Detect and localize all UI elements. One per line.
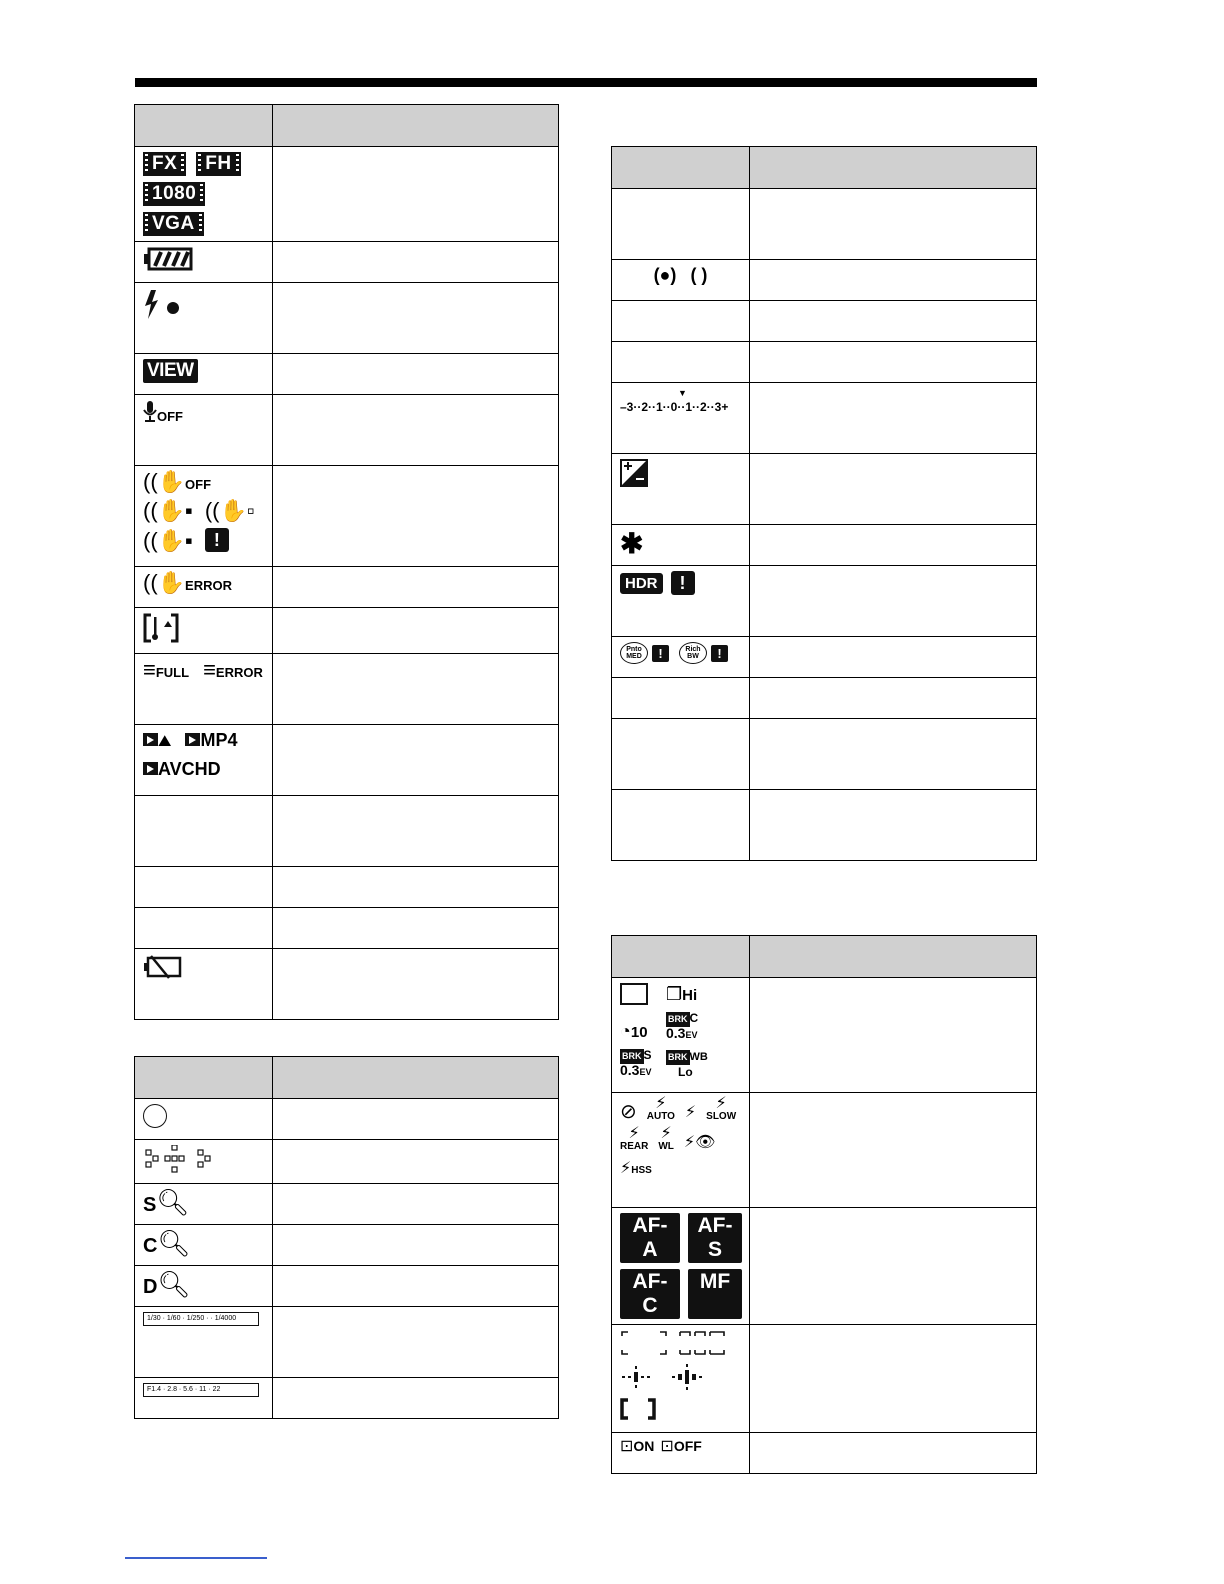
mf-icon: MF (688, 1269, 742, 1319)
table-row (135, 725, 559, 796)
top-rule (135, 78, 1037, 87)
picture-effect-posterization-icon: Pnto MED (620, 642, 648, 664)
memory-error-icon: ≡ERROR (203, 657, 263, 682)
table-row (135, 796, 559, 867)
effect-warning-icon: ! (652, 645, 669, 662)
header-cell (612, 936, 750, 978)
af-area-icons (620, 1330, 732, 1422)
desc-cell (750, 454, 1037, 525)
desc-cell (273, 283, 559, 354)
desc-cell (750, 566, 1037, 637)
icon-cell (135, 466, 273, 567)
desc-cell (273, 949, 559, 1020)
zoom-c-icon: C🔍︎ (143, 1228, 191, 1258)
desc-cell (750, 189, 1037, 260)
icon-cell (612, 301, 750, 342)
memory-full-icon: ≡FULL (143, 657, 190, 682)
table-row (612, 637, 1037, 678)
table-row (135, 654, 559, 725)
table-shooting-settings (611, 935, 1037, 1474)
ae-lock-icon: ✱ (620, 528, 644, 559)
table-row (612, 1093, 1037, 1208)
flash-hss-icon: ⚡︎HSS (620, 1160, 652, 1177)
icon-cell (135, 796, 273, 867)
playback-mp4-icon: MP4 (185, 730, 237, 751)
flash-slow-icon: ⚡︎ SLOW (706, 1095, 737, 1122)
self-timer-icon: ◔10 (620, 1021, 648, 1041)
table-row (612, 719, 1037, 790)
flash-off-icon: ⊘ (620, 1101, 637, 1123)
table-row (612, 566, 1037, 637)
table-row (135, 608, 559, 654)
flash-redeye-icon: ⚡︎👁︎ (683, 1134, 716, 1151)
table-exposure-indicators (611, 146, 1037, 861)
steadyshot-error-icon: ((✋ERROR (143, 570, 232, 595)
battery-warning-icon (143, 954, 183, 980)
af-c-icon: AF-C (620, 1269, 680, 1319)
table-focus-indicators (134, 1056, 559, 1419)
table-row (135, 1378, 559, 1419)
table-row (135, 1225, 559, 1266)
focus-adjusting-icon: ( ) (690, 265, 708, 285)
icon-cell (135, 867, 273, 908)
icon-cell (135, 354, 273, 395)
icon-cell (135, 283, 273, 354)
icon-cell (612, 566, 750, 637)
table-header-row (612, 936, 1037, 978)
desc-cell (273, 1307, 559, 1378)
flash-wireless-icon: ⚡︎ WL (658, 1125, 674, 1152)
desc-cell (750, 678, 1037, 719)
icon-cell (612, 1093, 750, 1208)
icon-cell (612, 637, 750, 678)
effect-warning-icon: ! (711, 645, 728, 662)
desc-cell (750, 1093, 1037, 1208)
icon-cell (135, 242, 273, 283)
playback-still-icon: ⛰ (143, 733, 171, 751)
flash-charging-icon (143, 288, 183, 322)
continuous-hi-icon: ❐Hi (666, 984, 698, 1004)
icon-cell (612, 342, 750, 383)
desc-cell (273, 395, 559, 466)
bracket-single-icon: BRK S 0.3EV (620, 1048, 652, 1078)
table-row (135, 949, 559, 1020)
battery-icon (143, 247, 193, 271)
icon-cell (135, 608, 273, 654)
table-row (135, 1184, 559, 1225)
icon-cell (135, 725, 273, 796)
flash-rear-icon: ⚡︎ REAR (620, 1125, 649, 1152)
desc-cell (273, 1378, 559, 1419)
header-cell (135, 105, 273, 147)
desc-cell (750, 978, 1037, 1093)
zoom-d-icon: D🔍︎ (143, 1269, 191, 1299)
steadyshot-still-icon: ((✋▪ (143, 498, 193, 523)
table-row (612, 342, 1037, 383)
icon-cell (135, 654, 273, 725)
flash-auto-icon: ⚡︎ AUTO (646, 1095, 675, 1122)
desc-cell (273, 354, 559, 395)
desc-cell (273, 567, 559, 608)
single-shot-icon (620, 983, 648, 1005)
desc-cell (273, 908, 559, 949)
desc-cell (273, 466, 559, 567)
table-row (612, 1325, 1037, 1433)
desc-cell (273, 1099, 559, 1140)
header-cell (612, 147, 750, 189)
zoom-s-icon: S🔍︎ (143, 1187, 190, 1217)
icon-cell (612, 978, 750, 1093)
desc-cell (750, 1433, 1037, 1474)
steadyshot-movie-still-icon: ((✋▪ (143, 528, 193, 553)
mic-off-icon: OFF (143, 400, 183, 424)
table-row (612, 189, 1037, 260)
desc-cell (750, 1325, 1037, 1433)
spot-circle-icon (143, 1104, 167, 1128)
desc-cell (750, 719, 1037, 790)
shutter-speed-scale: 1/30 · 1/60 · 1/250 · · 1/4000 (143, 1312, 259, 1326)
view-icon: VIEW (143, 359, 198, 383)
table-row (135, 395, 559, 466)
steadyshot-movie-icon: ((✋▫ (204, 498, 255, 523)
header-cell (273, 105, 559, 147)
steadyshot-off-icon: ((✋OFF (143, 469, 212, 494)
desc-cell (273, 1266, 559, 1307)
desc-cell (273, 725, 559, 796)
picture-effect-rich-bw-icon: Rich BW (679, 642, 707, 664)
header-cell (750, 147, 1037, 189)
table-header-row (612, 147, 1037, 189)
af-s-icon: AF-S (688, 1213, 742, 1263)
bracket-wb-icon: BRK WB Lo (668, 1051, 708, 1079)
table-row (135, 1266, 559, 1307)
table-row (135, 567, 559, 608)
table-row (135, 1307, 559, 1378)
table-header-row (135, 105, 559, 147)
table-row (135, 147, 559, 242)
focus-locked-icon: (●) (653, 265, 677, 285)
icon-cell (612, 1325, 750, 1433)
icon-cell (612, 260, 750, 301)
desc-cell (273, 608, 559, 654)
icon-cell (135, 908, 273, 949)
hdr-warning-icon: ! (671, 571, 695, 595)
icon-cell (135, 147, 273, 242)
desc-cell (273, 1140, 559, 1184)
warning-icon: ! (205, 528, 229, 552)
table-row (612, 260, 1037, 301)
table-row (135, 242, 559, 283)
desc-cell (273, 654, 559, 725)
aperture-scale: F1.4 · 2.8 · 5.6 · 11 · 22 (143, 1383, 259, 1397)
level-icon (143, 613, 179, 643)
table-header-row (135, 1057, 559, 1099)
table-row (135, 908, 559, 949)
icon-cell (612, 1208, 750, 1325)
hdr-icon: HDR (620, 573, 663, 594)
header-cell (750, 936, 1037, 978)
icon-cell (135, 1099, 273, 1140)
ev-pointer-icon: ▼ (678, 388, 687, 398)
icon-cell (135, 1378, 273, 1419)
icon-cell (612, 719, 750, 790)
table-row (135, 354, 559, 395)
table-row (612, 678, 1037, 719)
face-detection-on-icon: ⊡ON (620, 1438, 655, 1455)
desc-cell (750, 260, 1037, 301)
desc-cell (750, 525, 1037, 566)
icon-cell (612, 525, 750, 566)
icon-cell (135, 1140, 273, 1184)
table-row (612, 454, 1037, 525)
movie-vga-icon: VGA (143, 212, 204, 236)
icon-cell (612, 189, 750, 260)
desc-cell (750, 383, 1037, 454)
icon-cell (612, 1433, 750, 1474)
header-cell (273, 1057, 559, 1099)
icon-cell (135, 1225, 273, 1266)
desc-cell (273, 1225, 559, 1266)
playback-avchd-icon: AVCHD (143, 759, 221, 780)
table-row (135, 1099, 559, 1140)
flash-fill-icon: ⚡︎ (684, 1104, 697, 1121)
table-row (135, 466, 559, 567)
table-row (135, 283, 559, 354)
desc-cell (750, 342, 1037, 383)
table-display-indicators (134, 104, 559, 1020)
table-row (612, 978, 1037, 1093)
bracket-continuous-icon: BRK C 0.3EV (666, 1011, 699, 1041)
desc-cell (273, 147, 559, 242)
desc-cell (750, 301, 1037, 342)
desc-cell (273, 867, 559, 908)
focus-points-icon (143, 1145, 213, 1173)
movie-fx-icon: FX (143, 152, 186, 176)
table-row (135, 867, 559, 908)
movie-fh-icon: FH (196, 152, 240, 176)
icon-cell (612, 454, 750, 525)
icon-cell (135, 949, 273, 1020)
icon-cell (135, 1184, 273, 1225)
table-row (612, 525, 1037, 566)
desc-cell (273, 242, 559, 283)
table-row (135, 1140, 559, 1184)
table-row (612, 301, 1037, 342)
icon-cell (135, 1307, 273, 1378)
icon-cell (612, 678, 750, 719)
table-row (612, 1208, 1037, 1325)
desc-cell (750, 637, 1037, 678)
icon-cell (135, 395, 273, 466)
page-link-underline[interactable] (125, 1557, 267, 1559)
header-cell (135, 1057, 273, 1099)
ev-scale: –3··2··1··0··1··2··3+ (620, 400, 729, 414)
movie-1080-icon: 1080 (143, 182, 205, 206)
icon-cell (612, 790, 750, 861)
icon-cell (612, 383, 750, 454)
table-row (612, 1433, 1037, 1474)
table-row (612, 790, 1037, 861)
icon-cell (135, 567, 273, 608)
desc-cell (273, 1184, 559, 1225)
exposure-comp-icon (620, 459, 648, 487)
icon-cell (135, 1266, 273, 1307)
af-a-icon: AF-A (620, 1213, 680, 1263)
face-detection-off-icon: ⊡OFF (660, 1438, 702, 1455)
desc-cell (750, 790, 1037, 861)
table-row (612, 383, 1037, 454)
desc-cell (750, 1208, 1037, 1325)
desc-cell (273, 796, 559, 867)
